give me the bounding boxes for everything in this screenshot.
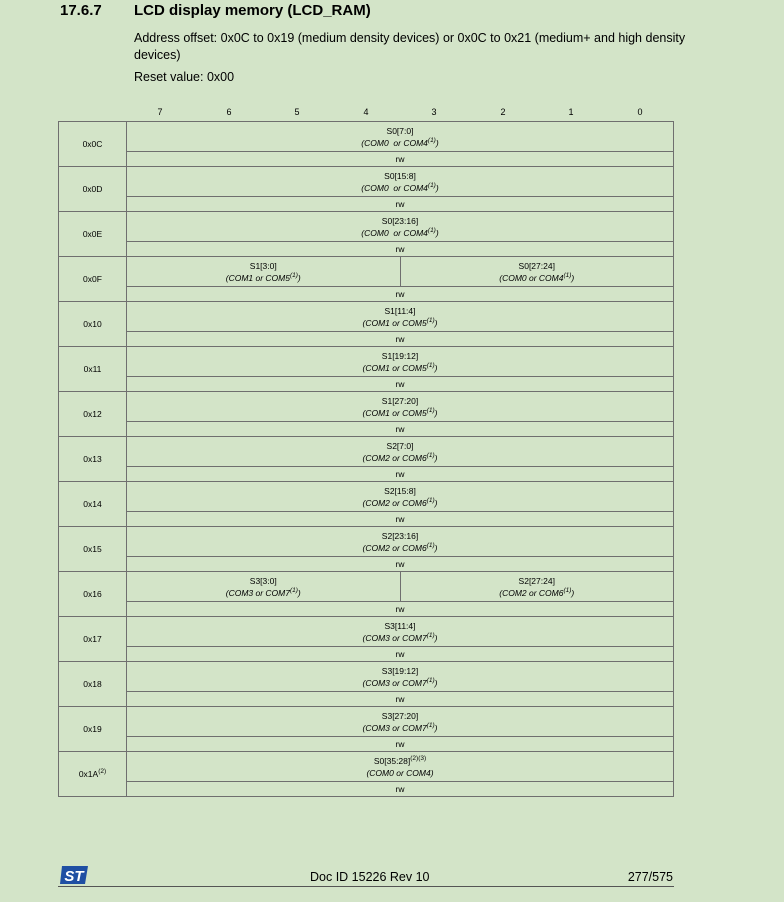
register-field bbox=[127, 482, 674, 512]
footnote-ref: (1) bbox=[426, 721, 435, 729]
field-name-text: S2[15:8] bbox=[384, 485, 416, 496]
field-com: (COM3 or COM7$^{(1)}$) bbox=[362, 721, 438, 733]
register-field bbox=[127, 257, 401, 287]
field-com: (COM2 or COM6$^{(1)}$) bbox=[499, 586, 575, 598]
offset-label: 0x0D bbox=[82, 184, 103, 194]
register-map-table bbox=[58, 121, 674, 797]
access-row bbox=[59, 467, 674, 482]
offset-label: 0x16 bbox=[83, 589, 102, 599]
field-com-text: COM2 or COM6 bbox=[365, 542, 427, 553]
field-name-text: S1[27:20] bbox=[381, 395, 419, 406]
field-name-text: S3[19:12] bbox=[381, 665, 419, 676]
field-name bbox=[127, 575, 400, 587]
field-name-text: S0[27:24] bbox=[518, 260, 555, 271]
register-offset bbox=[59, 212, 127, 257]
register-row bbox=[59, 122, 674, 152]
register-row bbox=[59, 482, 674, 512]
register-offset bbox=[59, 347, 127, 392]
register-offset bbox=[59, 572, 127, 617]
access-type: rw bbox=[127, 647, 674, 662]
field-name bbox=[127, 260, 400, 272]
field-name bbox=[127, 215, 673, 227]
field-com-text: COM2 or COM6 bbox=[502, 587, 564, 598]
field-name-text: S1[19:12] bbox=[381, 350, 419, 361]
register-field bbox=[127, 122, 674, 152]
field-com-text: COM3 or COM7 bbox=[365, 677, 427, 688]
footnote-ref: (1) bbox=[426, 541, 435, 549]
footnote-ref: (1) bbox=[426, 676, 435, 684]
footer-page-number: 277/575 bbox=[627, 870, 673, 884]
field-name-text: S3[3:0] bbox=[249, 575, 277, 586]
register-row bbox=[59, 617, 674, 647]
register-offset bbox=[59, 122, 127, 167]
register-row bbox=[59, 437, 674, 467]
register-offset bbox=[59, 527, 127, 572]
footnote-ref: (1) bbox=[426, 316, 435, 324]
field-com-text: COM0 or COM4 bbox=[364, 182, 428, 193]
access-row bbox=[59, 782, 674, 797]
st-logo-icon bbox=[59, 864, 89, 886]
field-name bbox=[127, 170, 673, 182]
field-com-text: COM0 or COM4 bbox=[364, 137, 428, 148]
offset-label: 0x11 bbox=[83, 364, 102, 374]
field-com-text: COM0 or COM4 bbox=[364, 227, 428, 238]
field-com: (COM1 or COM5$^{(1)}$) bbox=[362, 316, 438, 328]
offset-label: 0x15 bbox=[83, 544, 102, 554]
svg-text:ST: ST bbox=[64, 868, 84, 885]
field-name-text: S2[7:0] bbox=[386, 440, 414, 451]
offset-label: 0x17 bbox=[83, 634, 102, 644]
field-com-text: COM3 or COM7 bbox=[365, 722, 427, 733]
offset-label: 0x10 bbox=[83, 319, 102, 329]
field-name bbox=[127, 710, 673, 722]
footnote-ref: (1) bbox=[563, 271, 572, 279]
access-type: rw bbox=[127, 332, 674, 347]
register-field bbox=[127, 347, 674, 377]
access-type: rw bbox=[127, 602, 674, 617]
access-row bbox=[59, 647, 674, 662]
register-field bbox=[400, 572, 674, 602]
register-field bbox=[127, 617, 674, 647]
section-title: LCD display memory (LCD_RAM) bbox=[134, 2, 371, 19]
field-com: (COM0 or COM4$^{(1)}$) bbox=[499, 271, 575, 283]
section-heading bbox=[60, 2, 371, 19]
access-type: rw bbox=[127, 377, 674, 392]
field-name-text: S2[27:24] bbox=[518, 575, 555, 586]
field-com-text: COM2 or COM6 bbox=[365, 497, 427, 508]
bit-number: 4 bbox=[363, 107, 369, 117]
field-name bbox=[127, 305, 673, 317]
register-offset bbox=[59, 302, 127, 347]
bit-number: 6 bbox=[226, 107, 232, 117]
field-name-text: S0[35:28] bbox=[373, 755, 411, 766]
register-offset bbox=[59, 167, 127, 212]
register-field bbox=[127, 707, 674, 737]
footnote-ref: (1) bbox=[427, 181, 436, 189]
access-type: rw bbox=[127, 737, 674, 752]
register-row bbox=[59, 662, 674, 692]
field-com-text: COM2 or COM6 bbox=[365, 452, 427, 463]
offset-label: 0x0E bbox=[82, 229, 103, 239]
register-offset bbox=[59, 707, 127, 752]
register-field bbox=[127, 572, 401, 602]
access-row bbox=[59, 602, 674, 617]
field-com-text: COM1 or COM5 bbox=[228, 272, 290, 283]
field-name-text: S0[7:0] bbox=[386, 125, 414, 136]
field-name-text: S1[3:0] bbox=[249, 260, 277, 271]
register-row bbox=[59, 572, 674, 602]
field-com-text: COM0 or COM4 bbox=[369, 767, 431, 778]
register-row bbox=[59, 167, 674, 197]
access-row bbox=[59, 422, 674, 437]
field-com-text: COM1 or COM5 bbox=[365, 362, 427, 373]
bit-number: 7 bbox=[157, 107, 163, 117]
register-field bbox=[127, 167, 674, 197]
footnote-ref: (2)(3) bbox=[410, 754, 427, 762]
offset-label: 0x14 bbox=[83, 499, 102, 509]
access-row bbox=[59, 692, 674, 707]
bit-number: 5 bbox=[294, 107, 300, 117]
field-name bbox=[127, 665, 673, 677]
access-row bbox=[59, 737, 674, 752]
field-com: (COM0 or COM4) bbox=[366, 767, 434, 778]
field-com: (COM2 or COM6$^{(1)}$) bbox=[362, 496, 438, 508]
footnote-ref: (1) bbox=[426, 406, 435, 414]
register-row bbox=[59, 392, 674, 422]
field-com-text: COM1 or COM5 bbox=[365, 407, 427, 418]
bit-number: 2 bbox=[500, 107, 506, 117]
field-com: (COM0 or COM4$^{(1)}$) bbox=[361, 226, 439, 238]
bit-number-header bbox=[126, 107, 674, 119]
footnote-ref: (1) bbox=[289, 271, 298, 279]
register-field bbox=[127, 392, 674, 422]
access-row bbox=[59, 557, 674, 572]
field-com: (COM1 or COM5$^{(1)}$) bbox=[362, 361, 438, 373]
access-type: rw bbox=[127, 287, 674, 302]
register-row bbox=[59, 527, 674, 557]
address-offset-text: Address offset: 0x0C to 0x19 (medium density devices) or 0x0C to 0x21 (medium+ and high density devices) bbox=[134, 31, 686, 62]
access-row bbox=[59, 287, 674, 302]
footer-divider bbox=[58, 886, 674, 887]
field-com: (COM3 or COM7$^{(1)}$) bbox=[225, 586, 301, 598]
offset-label: 0x19 bbox=[83, 724, 102, 734]
access-type: rw bbox=[127, 782, 674, 797]
register-offset bbox=[59, 617, 127, 662]
footnote-ref: (1) bbox=[426, 631, 435, 639]
access-type: rw bbox=[127, 557, 674, 572]
field-name-text: S1[11:4] bbox=[384, 305, 416, 316]
field-name bbox=[401, 260, 674, 272]
field-name bbox=[127, 530, 673, 542]
register-offset bbox=[59, 437, 127, 482]
register-offset bbox=[59, 482, 127, 527]
field-com-text: COM1 or COM5 bbox=[365, 317, 427, 328]
register-field bbox=[127, 752, 674, 782]
register-field bbox=[127, 527, 674, 557]
field-com: (COM2 or COM6$^{(1)}$) bbox=[362, 451, 438, 463]
footnote-ref: (2) bbox=[98, 768, 107, 776]
field-com-text: COM0 or COM4 bbox=[502, 272, 564, 283]
field-com: (COM3 or COM7$^{(1)}$) bbox=[362, 676, 438, 688]
register-offset bbox=[59, 662, 127, 707]
offset-label: 0x0F bbox=[83, 274, 102, 284]
register-field bbox=[127, 212, 674, 242]
field-name bbox=[127, 755, 673, 767]
register-row bbox=[59, 752, 674, 782]
access-row bbox=[59, 152, 674, 167]
register-offset bbox=[59, 257, 127, 302]
offset-label: 0x12 bbox=[83, 409, 102, 419]
field-name-text: S0[23:16] bbox=[381, 215, 419, 226]
field-com: (COM1 or COM5$^{(1)}$) bbox=[362, 406, 438, 418]
offset-label: 0x1A bbox=[78, 769, 99, 779]
footnote-ref: (1) bbox=[427, 226, 436, 234]
field-name bbox=[127, 350, 673, 362]
access-row bbox=[59, 377, 674, 392]
register-offset bbox=[59, 392, 127, 437]
access-type: rw bbox=[127, 197, 674, 212]
footnote-ref: (1) bbox=[426, 361, 435, 369]
reset-value-text: Reset value: 0x00 bbox=[134, 70, 235, 84]
access-type: rw bbox=[127, 422, 674, 437]
offset-label: 0x0C bbox=[82, 139, 103, 149]
footnote-ref: (1) bbox=[426, 451, 435, 459]
register-row bbox=[59, 302, 674, 332]
field-name-text: S2[23:16] bbox=[381, 530, 419, 541]
footnote-ref: (1) bbox=[427, 136, 436, 144]
bit-number: 0 bbox=[637, 107, 643, 117]
offset-label: 0x18 bbox=[83, 679, 102, 689]
field-com: (COM3 or COM7$^{(1)}$) bbox=[362, 631, 438, 643]
section-number: 17.6.7 bbox=[60, 2, 102, 19]
register-row bbox=[59, 707, 674, 737]
register-field bbox=[400, 257, 674, 287]
access-type: rw bbox=[127, 692, 674, 707]
bit-number: 3 bbox=[431, 107, 437, 117]
access-row bbox=[59, 512, 674, 527]
footnote-ref: (1) bbox=[563, 586, 572, 594]
access-row bbox=[59, 332, 674, 347]
register-field bbox=[127, 437, 674, 467]
offset-label: 0x13 bbox=[83, 454, 102, 464]
field-com-text: COM3 or COM7 bbox=[228, 587, 290, 598]
field-name bbox=[127, 395, 673, 407]
field-com: (COM0 or COM4$^{(1)}$) bbox=[361, 181, 439, 193]
field-name-text: S0[15:8] bbox=[384, 170, 416, 181]
access-type: rw bbox=[127, 242, 674, 257]
access-type: rw bbox=[127, 152, 674, 167]
field-name bbox=[127, 125, 673, 137]
register-offset bbox=[59, 752, 127, 797]
field-name-text: S3[11:4] bbox=[384, 620, 416, 631]
field-name bbox=[401, 575, 674, 587]
register-field bbox=[127, 302, 674, 332]
access-row bbox=[59, 242, 674, 257]
field-com: (COM2 or COM6$^{(1)}$) bbox=[362, 541, 438, 553]
register-field bbox=[127, 662, 674, 692]
access-type: rw bbox=[127, 512, 674, 527]
access-type: rw bbox=[127, 467, 674, 482]
field-com: (COM1 or COM5$^{(1)}$) bbox=[225, 271, 301, 283]
field-com-text: COM3 or COM7 bbox=[365, 632, 427, 643]
field-name bbox=[127, 620, 673, 632]
footnote-ref: (1) bbox=[426, 496, 435, 504]
field-name-text: S3[27:20] bbox=[381, 710, 419, 721]
register-row bbox=[59, 257, 674, 287]
register-row bbox=[59, 212, 674, 242]
footnote-ref: (1) bbox=[289, 586, 298, 594]
bit-number: 1 bbox=[568, 107, 574, 117]
footer-doc-id: Doc ID 15226 Rev 10 bbox=[310, 870, 430, 884]
field-name bbox=[127, 440, 673, 452]
field-name bbox=[127, 485, 673, 497]
field-com: (COM0 or COM4$^{(1)}$) bbox=[361, 136, 439, 148]
register-row bbox=[59, 347, 674, 377]
access-row bbox=[59, 197, 674, 212]
